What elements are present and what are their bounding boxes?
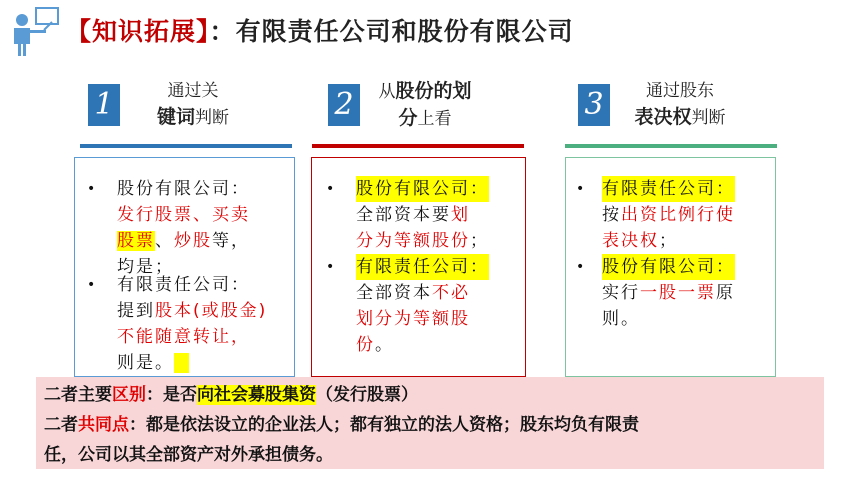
divider-blue [80, 144, 292, 148]
step-caption-3: 通过股东 表决权判断 [634, 81, 726, 128]
summary-common-point-cont: 任，公司以其全部资产对外承担债务。 [44, 445, 333, 465]
bullet-icon: • [576, 259, 585, 275]
card-voting-rights [565, 157, 776, 377]
bullet-icon: • [576, 181, 585, 197]
bullet-icon: • [87, 277, 96, 293]
step-number-3: 3 [578, 84, 610, 126]
card1-item-b: 有限责任公司： 提到股本(或股金) 不能随意转让， 则是。 [117, 275, 268, 373]
page-title: 【知识拓展】：有限责任公司和股份有限公司 [66, 17, 574, 46]
card2-item-b: 有限责任公司： 全部资本不必 划分为等额股 份。 [356, 254, 489, 358]
summary-difference: 二者主要区别：是否向社会募股集资（发行股票） [44, 385, 418, 405]
bullet-icon: • [326, 259, 335, 275]
card3-item-a: 有限责任公司： 按出资比例行使 表决权； [602, 176, 735, 254]
step-caption-2: 从股份的划 分上看 [378, 80, 472, 129]
step-number-2: 2 [328, 84, 360, 126]
divider-red [312, 144, 524, 148]
card1-item-a: 股份有限公司： 发行股票、买卖 股票、炒股等， 均是； [117, 179, 250, 277]
teacher-pointing-icon [8, 6, 60, 58]
step-number-1: 1 [88, 84, 120, 126]
summary-common-point: 二者共同点：都是依法设立的企业法人；都有独立的法人资格；股东均负有限责 [44, 415, 639, 435]
card3-item-b: 股份有限公司： 实行一股一票原 则。 [602, 254, 735, 332]
step-caption-1: 通过关 键词判断 [156, 81, 229, 128]
card-share-division [311, 157, 526, 377]
bullet-icon: • [326, 181, 335, 197]
card-keywords [74, 157, 295, 377]
divider-green [565, 144, 777, 148]
bullet-icon: • [87, 181, 96, 197]
card2-item-a: 股份有限公司： 全部资本要划 分为等额股份； [356, 176, 489, 254]
